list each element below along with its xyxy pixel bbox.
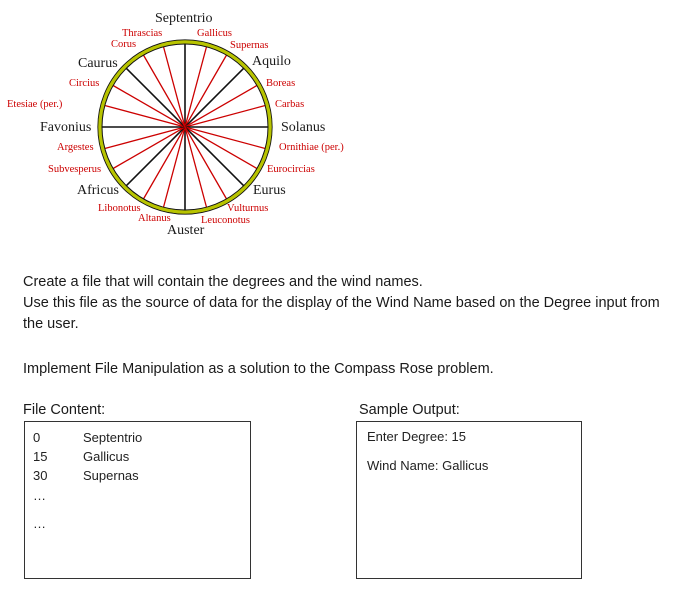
wind-label-auster: Auster — [167, 223, 205, 238]
file-row-degree: … — [33, 516, 46, 531]
wind-label-argestes: Argestes — [57, 142, 94, 153]
sample-output-prompt: Enter Degree: 15 — [367, 429, 467, 444]
file-row — [25, 449, 245, 469]
file-row-name: Septentrio — [83, 430, 143, 445]
wind-label-aquilo: Aquilo — [252, 54, 291, 69]
file-row — [25, 430, 245, 450]
file-row-name: Supernas — [83, 468, 139, 483]
file-row-ellipsis — [25, 488, 245, 508]
wind-label-eurus: Eurus — [253, 183, 286, 198]
instruction-line-1: Create a file that will contain the degrees and the wind names. — [23, 274, 423, 290]
wind-label-septentrio: Septentrio — [155, 11, 213, 26]
wind-label-africus: Africus — [77, 183, 119, 198]
wind-label-gallicus: Gallicus — [197, 28, 232, 39]
wind-label-solanus: Solanus — [281, 120, 326, 135]
wind-label-carbas: Carbas — [275, 99, 305, 110]
file-row-degree: 0 — [33, 430, 41, 445]
wind-label-ornithiae: Ornithiae (per.) — [279, 142, 344, 153]
wind-label-altanus: Altanus — [138, 213, 171, 224]
wind-label-circius: Circius — [69, 78, 100, 89]
file-row-degree: 15 — [33, 449, 48, 464]
wind-label-eurocircias: Eurocircias — [267, 164, 315, 175]
instruction-line-4: Implement File Manipulation as a solution to the Compass Rose problem. — [23, 361, 494, 377]
file-content-title: File Content: — [23, 402, 106, 418]
file-row-degree: 30 — [33, 468, 48, 483]
instruction-line-2: Use this file as the source of data for the display of the Wind Name based on the Degree input from — [23, 295, 660, 311]
wind-label-boreas: Boreas — [266, 78, 296, 89]
file-row — [25, 468, 245, 488]
wind-label-favonius: Favonius — [40, 120, 92, 135]
wind-label-leuconotus: Leuconotus — [201, 215, 250, 226]
wind-label-thrascias: Thrascias — [122, 28, 163, 39]
wind-label-subvesperus: Subvesperus — [48, 164, 102, 175]
wind-label-caurus: Caurus — [78, 56, 118, 71]
sample-output-result: Wind Name: Gallicus — [367, 458, 489, 473]
file-row-degree: … — [33, 488, 46, 503]
file-row-name: Gallicus — [83, 449, 130, 464]
wind-label-libonotus: Libonotus — [98, 203, 141, 214]
wind-label-etesiae: Etesiae (per.) — [7, 99, 63, 110]
wind-label-supernas: Supernas — [230, 40, 269, 51]
sample-output-box — [356, 421, 582, 579]
wind-label-corus: Corus — [111, 39, 137, 50]
sample-output-title: Sample Output: — [359, 402, 460, 418]
file-row-ellipsis — [25, 516, 245, 536]
file-content-box — [24, 421, 251, 579]
compass-rose-figure — [0, 0, 681, 245]
wind-label-vulturnus: Vulturnus — [227, 203, 269, 214]
instruction-line-3: the user. — [23, 316, 79, 332]
